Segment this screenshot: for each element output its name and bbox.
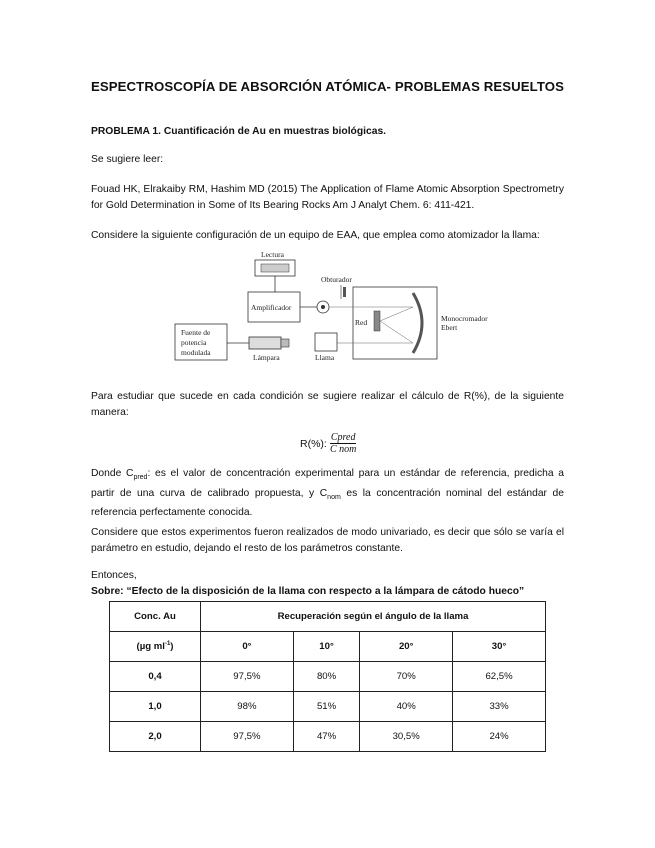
formula-fraction bbox=[330, 432, 357, 455]
entonces-text: Entonces, bbox=[91, 570, 137, 581]
table-row bbox=[110, 662, 546, 692]
sobre-heading: Sobre: “Efecto de la disposición de la llama con respecto a la lámpara de cátodo hueco” bbox=[91, 586, 525, 597]
col-conc-unit: (µg $ml^{-1}$) bbox=[110, 632, 201, 662]
table-cell: 40% bbox=[360, 692, 453, 722]
formula-lhs: R(%): bbox=[300, 437, 327, 450]
detector-center bbox=[321, 305, 325, 309]
table-cell: 98% bbox=[201, 692, 294, 722]
recovery-table bbox=[109, 601, 546, 752]
diagram-label-ebert: Ebert bbox=[441, 323, 458, 332]
obturador-shutter bbox=[343, 287, 346, 297]
donde-paragraph: Donde $C_{pred}$: es el valor de concentración experimental para un estándar de referencia, predicha a partir de una curva de calibrado propuesta, y $C_{nom}$ es la concentración nominal del estándar de referencia perfectamente conocida. bbox=[91, 468, 565, 519]
formula-denominator: C nom bbox=[329, 444, 357, 455]
table-cell: 80% bbox=[293, 662, 359, 692]
diagram-label-obturador: Obturador bbox=[321, 275, 352, 284]
diagram-label-llama: Llama bbox=[315, 353, 335, 362]
angle-header: 10° bbox=[293, 632, 359, 662]
lectura-display bbox=[261, 264, 289, 272]
document-title: ESPECTROSCOPÍA DE ABSORCIÓN ATÓMICA- PROBLEMAS RESUELTOS bbox=[90, 79, 565, 94]
table-cell: 70% bbox=[360, 662, 453, 692]
angle-header: 20° bbox=[360, 632, 453, 662]
col-conc-header: Conc. Au bbox=[110, 602, 201, 632]
suggest-read: Se sugiere leer: bbox=[91, 154, 164, 165]
table-header-row bbox=[110, 602, 546, 632]
config-paragraph: Considere la siguiente configuración de un equipo de EAA, que emplea como atomizador la llama: bbox=[91, 230, 540, 241]
para-estudiar-paragraph: Para estudiar que sucede en cada condición se sugiere realizar el cálculo de R(%), de la siguiente manera: bbox=[91, 391, 564, 418]
diagram-label-red: Red bbox=[355, 318, 368, 327]
univariado-paragraph: Considere que estos experimentos fueron realizados de modo univariado, es decir que sólo se varía el parámetro en estudio, dejando el resto de los parámetros constante. bbox=[91, 527, 564, 554]
table-row bbox=[110, 692, 546, 722]
angle-header: 0° bbox=[201, 632, 294, 662]
table-cell: 30,5% bbox=[360, 722, 453, 752]
group-header: Recuperación según el ángulo de la llama bbox=[201, 602, 546, 632]
diagram-label-lampara: Lámpara bbox=[253, 353, 280, 362]
eaa-instrument-diagram bbox=[175, 249, 488, 367]
diagram-label-lectura: Lectura bbox=[261, 250, 284, 259]
r-formula bbox=[300, 432, 356, 455]
table-cell: 47% bbox=[293, 722, 359, 752]
row-conc: 2,0 bbox=[110, 722, 201, 752]
table-row bbox=[110, 722, 546, 752]
table-cell: 51% bbox=[293, 692, 359, 722]
lampara-body bbox=[249, 337, 281, 349]
table-cell: 97,5% bbox=[201, 722, 294, 752]
table-cell: 62,5% bbox=[453, 662, 546, 692]
angle-header: 30° bbox=[453, 632, 546, 662]
table-cell: 24% bbox=[453, 722, 546, 752]
diagram-label-monocromador: Monocromador bbox=[441, 314, 488, 323]
diagram-label-amplificador: Amplificador bbox=[251, 303, 292, 312]
table-subheader-row bbox=[110, 632, 546, 662]
table-cell: 33% bbox=[453, 692, 546, 722]
row-conc: 0,4 bbox=[110, 662, 201, 692]
row-conc: 1,0 bbox=[110, 692, 201, 722]
problem-heading: PROBLEMA 1. Cuantificación de Au en muestras biológicas. bbox=[91, 126, 387, 137]
reference-citation: Fouad HK, Elrakaiby RM, Hashim MD (2015) The Application of Flame Atomic Absorption Spectrometry for Gold Determination in Some of Its Bearing Rocks Am J Analyt Chem. 6: 411-421. bbox=[91, 184, 564, 211]
diagram-label-fuente-2: potencia bbox=[181, 338, 207, 347]
diagram-label-fuente-3: modulada bbox=[181, 348, 211, 357]
llama-burner bbox=[315, 333, 337, 351]
lampara-window bbox=[281, 339, 289, 347]
diagram-label-fuente-1: Fuente de bbox=[181, 328, 211, 337]
table-cell: 97,5% bbox=[201, 662, 294, 692]
formula-numerator: Cpred bbox=[330, 432, 356, 443]
red-grating bbox=[374, 311, 380, 331]
